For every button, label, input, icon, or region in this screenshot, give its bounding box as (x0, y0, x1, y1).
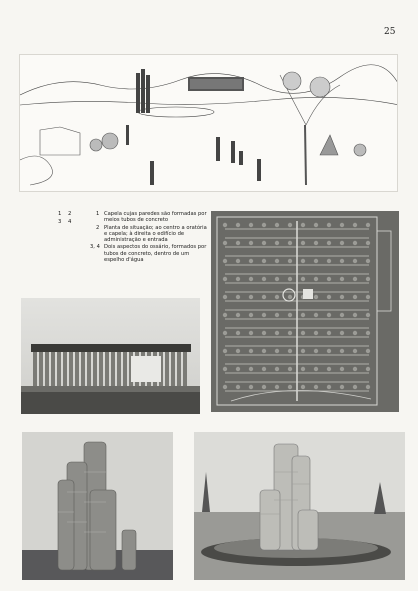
caption-list (90, 211, 208, 264)
figure-number: 2 (68, 211, 72, 217)
site-plan-photo (211, 211, 399, 412)
caption-text: Planta de situação; ao centro a oratória e capela; à direita o edifício de administração e entrada (104, 224, 207, 244)
caption-number: 2 (96, 224, 100, 231)
caption-item (96, 211, 208, 224)
figure-number: 4 (68, 219, 72, 225)
ossuary-tower-photo (22, 432, 173, 580)
caption-text: Capela cujas paredes são formadas por meios tubos de concreto (104, 211, 207, 224)
page-number: 25 (384, 27, 396, 37)
figure-number: 1 (58, 211, 62, 217)
figure-number: 3 (58, 219, 62, 225)
caption-text: Dois aspectos do ossário, formados por tubos de concreto, dentro de um espelho d'água (104, 244, 207, 264)
caption-item (90, 244, 208, 264)
caption-number: 1 (96, 211, 100, 217)
caption-item (96, 225, 208, 244)
chapel-pavilion-photo (21, 298, 200, 414)
ossuary-pool-photo (194, 432, 405, 580)
sketch-illustration (19, 54, 398, 192)
caption-number: 3, 4 (90, 244, 100, 251)
